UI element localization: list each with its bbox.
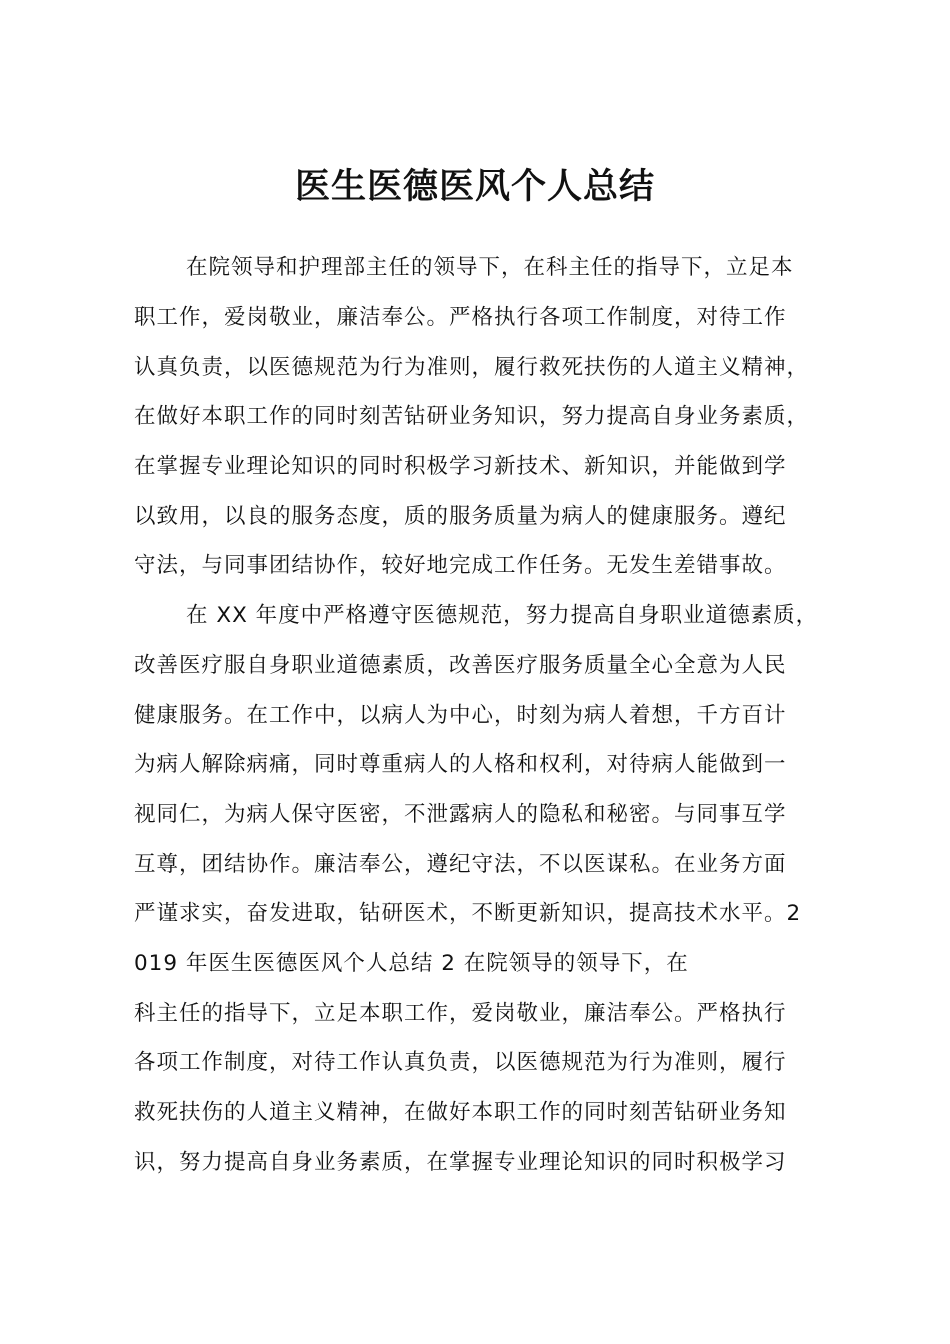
paragraph-line: 在掌握专业理论知识的同时积极学习新技术、新知识，并能做到学 [134,454,787,479]
paragraph-line: 各项工作制度，对待工作认真负责，以医德规范为行为准则，履行 [134,1050,787,1075]
paragraph-line: 视同仁，为病人保守医密，不泄露病人的隐私和秘密。与同事互学 [134,802,787,827]
paragraph-line: 为病人解除病痛，同时尊重病人的人格和权利，对待病人能做到一 [134,752,787,777]
paragraph-line: 守法，与同事团结协作，较好地完成工作任务。无发生差错事故。 [134,553,787,578]
paragraph-line: 019 年医生医德医风个人总结 2 在院领导的领导下，在 [134,951,689,976]
paragraph-line: 互尊，团结协作。廉洁奉公，遵纪守法，不以医谋私。在业务方面 [134,852,787,877]
paragraph-line: 在做好本职工作的同时刻苦钻研业务知识，努力提高自身业务素质， [134,404,810,429]
document-title: 医生医德医风个人总结 [294,166,655,207]
paragraph-line: 健康服务。在工作中，以病人为中心，时刻为病人着想，千方百计 [134,703,787,728]
paragraph-line: 在院领导和护理部主任的领导下，在科主任的指导下，立足本 [186,255,794,280]
paragraph-line: 识，努力提高自身业务素质，在掌握专业理论知识的同时积极学习 [134,1150,787,1175]
paragraph-line: 改善医疗服自身职业道德素质，改善医疗服务质量全心全意为人民 [134,653,787,678]
paragraph-line: 科主任的指导下，立足本职工作，爱岗敬业，廉洁奉公。严格执行 [134,1001,787,1026]
paragraph-line: 严谨求实，奋发进取，钻研医术，不断更新知识，提高技术水平。2 [134,901,802,926]
paragraph-line: 职工作，爱岗敬业，廉洁奉公。严格执行各项工作制度，对待工作 [134,305,787,330]
paragraph-line: 在 XX 年度中严格遵守医德规范，努力提高自身职业道德素质， [186,603,819,628]
paragraph-line: 认真负责，以医德规范为行为准则，履行救死扶伤的人道主义精神， [134,355,810,380]
paragraph-line: 以致用，以良的服务态度，质的服务质量为病人的健康服务。遵纪 [134,504,787,529]
paragraph-line: 救死扶伤的人道主义精神，在做好本职工作的同时刻苦钻研业务知 [134,1100,787,1125]
